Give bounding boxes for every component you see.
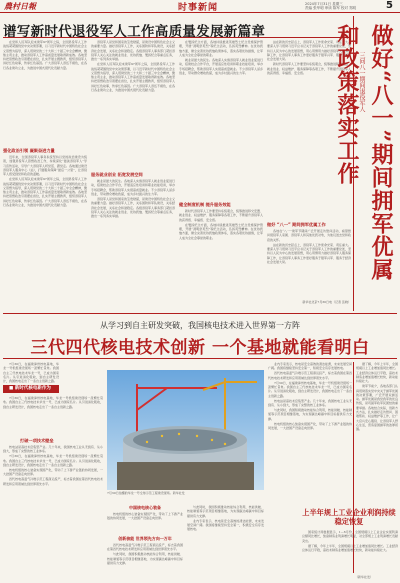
nuclear-red-label: ■ 新时代核电新作为 (3, 385, 59, 393)
byline: 新华社北京7月30日电（记者 张晓） (302, 300, 351, 304)
nuclear-column-2b: 四代核电高温气冷堆示范工程商运投产，标志着我国在第四代核电技术研发和应用领域达到世界领先水平。 与此同时，我国积极推动核能综合利用，核能供暖、核能制氢等示范项目相继落地，为实现碳达峰碳中和目标提供有力支撑。 (107, 543, 183, 565)
lead-column-3b: 新时代退役军人工作要坚持系统观念，统筹推进移交安置、就业创业、权益维护、服务保障等各项工作，不断提升退役军人的获得感、幸福感、安全感。 在褒扬纪念方面，各地持续推进英雄烈士纪念设施保护管理，开展“清明祭英烈”等纪念活动，弘扬英烈精神。在优待抚恤方面，健全完善优待抚恤政策体系，落实各项优待措施，让军人成为全社会尊崇的职业。 (179, 209, 263, 240)
nuclear-column-2: 核电机组的核心装备实现国产化，带动了上下游产业链的协同发展，一大批国产设备走向世界。 (107, 512, 183, 521)
lead-column-1: 在党和人民军队迎来建军97周年之际，全国退役军人工作战线紧紧围绕党中央决策部署，以习近平新时代中国特色社会主义思想为指导，深入贯彻党的二十大和二十届三中全会精神，聚焦主责主业，推动退役军人工作高质量发展取得新成效。各地坚持把思想政治引领摆在首位，扎实开展主题教育，组织退役军人讲好红色故事，传承红色基因。广大退役军人退伍不褪色，在各行各业建功立业，为推进中国式现代化贡献力量。 (3, 40, 87, 70)
nuclear-subhead-1: 打破一项技术壁垒 (20, 438, 54, 443)
lead-column-1b: 近年来，全国退役军人事务系统坚持以党的政治建设为统领，加强退役军人思想政治工作，持续深化“最美退役军人”学习宣传活动，引导广大退役军人听党话、跟党走。各地通过建设退役军人服务中心（站），打通服务保障“最后一公里”，让退役军人感受到党和政府的温暖。 在党和人民军队迎来建军97周年之际，全国退役军人工作战线紧紧围绕党中央决策部署，以习近平新时代中国特色社会主义思想为指导，深入贯彻党的二十大和二十届三中全会精神，聚焦主责主业，推动退役军人工作高质量发展取得新成效。各地坚持把思想政治引领摆在首位，扎实开展主题教育，组织退役军人讲好红色故事，传承红色基因。广大退役军人退伍不褪色，在各行各业建功立业，为推进中国式现代化贡献力量。 (3, 155, 87, 208)
nuclear-headline: 三代四代核电技术创新 一个基地就能看明白 (30, 338, 370, 358)
masthead (0, 0, 400, 13)
nuclear-column-1: 7月30日，在福建漳州核电基地，华龙一号机组建设现场一派繁忙景象。我国自主三代核电技术华龙一号，已成为国家名片。从引进消化吸收，到自主研发设计，我国核电走出了一条自主创新之路。 (3, 396, 103, 409)
side-column: 据了解，今年上半年，全国规模以上工业增加值同比增长。工业经济总体运行平稳，高技术制造业增加值增长较快，新动能持续壮大。 建军节前夕，各地各部门认真贯彻落实党中央关于拥军优属的决策部署，广泛开展双拥活动。拥军优属是我党我军的优良传统，是巩固军政军民团结的重要举措。各地结合实际，创新方式方法，扎实做好走访慰问、困难帮扶、权益维护等工作，让广大官兵安心服役、让退役军人舒心生活，营造爱国拥军的浓厚氛围。 (356, 362, 398, 432)
date: 2024年7月31日 星期三 (305, 2, 343, 6)
nuclear-construction-photo (107, 370, 264, 490)
lead-column-4: 站在新的历史起点上，退役军人工作使命光荣、责任重大。要深入学习贯彻习近平总书记关于退役军人工作的重要论述，坚持以人民为中心的发展思想，用心用情用力做好退役军人服务保障工作，让退役军人事务工作更好服务于强军兴军、服务于经济社会发展大局。 新时代退役军人工作要坚持系统观念，统筹推进移交安置、就业创业、权益维护、服务保障等各项工作，不断提升退役军人的获得感、幸福感、安全感。 (267, 40, 351, 75)
section-divider (3, 313, 397, 314)
commentary-title: 做好“八一”期间拥军优属和政策落实工作 (334, 24, 394, 282)
lead-subhead-4: 做好 “八一” 期间拥军优属工作 (267, 222, 326, 227)
divider (3, 358, 397, 359)
lead-headline: 谱写新时代退役军人工作高质量发展新篇章 (3, 24, 266, 40)
construction-site-image (107, 370, 264, 490)
nuclear-column-1b: 核电站是高技术密集型产业。几十年来，我国核电工业从无到有、从小到大，形成了完整的核工业体系。 7月30日，在福建漳州核电基地，华龙一号机组建设现场一派繁忙景象。我国自主三代核电技术华龙一号，已成为国家名片。从引进消化吸收，到自主研发设计，我国核电走出了一条自主创新之路。 核电机组的核心装备实现国产化，带动了上下游产业链的协同发展，一大批国产设备走向世界。 四代核电高温气冷堆示范工程商运投产，标志着我国在第四代核电技术研发和应用领域达到世界领先水平。 (3, 445, 103, 486)
side-headline: 上半年规上工业企业利润持续稳定恢复 (302, 508, 396, 526)
lead-subhead-1: 强化政治引领 凝聚奋进力量 (3, 148, 55, 153)
nuclear-kicker: 从学习到自主研发突破，我国核电技术进入世界第一方阵 (100, 321, 300, 330)
photo-caption: 7月30日拍摄的华龙一号全球示范工程建设现场。新华社发 (107, 491, 185, 495)
newspaper-logo: 農村日報 (4, 1, 36, 11)
lead-column-3: 在褒扬纪念方面，各地持续推进英雄烈士纪念设施保护管理，开展“清明祭英烈”等纪念活动，弘扬英烈精神。在优待抚恤方面，健全完善优待抚恤政策体系，落实各项优待措施，让军人成为全社会尊崇的职业。 就业是最大的民生。各地深入实施退役军人就业创业促进行动，搭建校企合作平台，开展适应性培训和职业技能培训，举办专场招聘会，帮助退役军人实现高质量就业。不少退役军人返乡创业，带动群众增收致富，成为乡村振兴的生力军。 (179, 40, 263, 75)
lead-subhead-3: 健全制度机制 提升服务效能 (179, 202, 231, 207)
footer-credit: （新华社发） (355, 575, 374, 579)
lead-column-2b: 就业是最大的民生。各地深入实施退役军人就业创业促进行动，搭建校企合作平台，开展适应性培训和职业技能培训，举办专场招聘会，帮助退役军人实现高质量就业。不少退役军人返乡创业，带动群众增收致富，成为乡村振兴的生力军。 退役军人是党和国家的宝贵财富，是建设中国特色社会主义的重要力量。做好退役军人工作，关系国防和军队建设，关系经济社会发展，关系社会和谐稳定。各级退役军人事务部门紧扣退役军人关心关注的就业创业、优待抚恤、褒扬纪念等重点任务，推出一系列务实举措。 (91, 179, 175, 219)
lead-column-2: 退役军人是党和国家的宝贵财富，是建设中国特色社会主义的重要力量。做好退役军人工作，关系国防和军队建设，关系经济社会发展，关系社会和谐稳定。各级退役军人事务部门紧扣退役军人关心关注的就业创业、优待抚恤、褒扬纪念等重点任务，推出一系列务实举措。 在党和人民军队迎来建军97周年之际，全国退役军人工作战线紧紧围绕党中央决策部署，以习近平新时代中国特色社会主义思想为指导，深入贯彻党的二十大和二十届三中全会精神，聚焦主责主业，推动退役军人工作高质量发展取得新成效。各地坚持把思想政治引领摆在首位，扎实开展主题教育，组织退役军人讲好红色故事，传承红色基因。广大退役军人退伍不褪色，在各行各业建功立业，为推进中国式现代化贡献力量。 (91, 40, 175, 93)
lead-subhead-2: 服务就业创业 拓宽发展空间 (91, 172, 143, 177)
divider (3, 37, 351, 38)
nuclear-subhead-2: 中国核电核心装备 (129, 505, 161, 510)
lead-column-4b: 各地在“八一”建军节期间广泛开展走访慰问活动，看望慰问现役军人家属、退役军人和其他优抚对象，为他们送去党和政府的关怀。 站在新的历史起点上，退役军人工作使命光荣、责任重大。要深入学习贯彻习近平总书记关于退役军人工作的重要论述，坚持以人民为中心的发展思想，用心用情用力做好退役军人服务保障工作，让退役军人事务工作更好服务于强军兴军、服务于经济社会发展大局。 (267, 229, 351, 264)
section-title: 时事新闻 (178, 3, 219, 13)
page-number: 5 (386, 0, 393, 11)
nuclear-column-4: 业内专家表示，核电是安全高效的清洁能源，未来发展空间广阔。我国将继续坚持安全第一，积极安全有序发展核电。 四代核电高温气冷堆示范工程商运投产，标志着我国在第四代核电技术研发和应用领域达到世界领先水平。 7月30日，在福建漳州核电基地，华龙一号机组建设现场一派繁忙景象。我国自主三代核电技术华龙一号，已成为国家名片。从引进消化吸收，到自主研发设计，我国核电走出了一条自主创新之路。 核电站是高技术密集型产业。几十年来，我国核电工业从无到有、从小到大，形成了完整的核工业体系。 与此同时，我国积极推动核能综合利用，核能供暖、核能制氢等示范项目相继落地，为实现碳达峰碳中和目标提供有力支撑。 核电机组的核心装备实现国产化，带动了上下游产业链的协同发展，一大批国产设备走向世界。 (268, 362, 352, 431)
nuclear-subhead-3: 创新核能 世界领先方向一万年 (118, 536, 172, 541)
editors: 责编 张华明 审读 陈军 校对 郑明 (305, 6, 357, 10)
dateline (305, 2, 356, 10)
nuclear-column-1-top: 7月30日，在福建漳州核电基地，华龙一号机组建设现场一派繁忙景象。我国自主三代核电技术华龙一号，已成为国家名片。从引进消化吸收，到自主研发设计，我国核电走出了一条自主创新之路。 (3, 362, 59, 384)
nuclear-column-3: 与此同时，我国积极推动核能综合利用，核能供暖、核能制氢等示范项目相继落地，为实现碳达峰碳中和目标提供有力支撑。 业内专家表示，核电是安全高效的清洁能源，未来发展空间广阔。我国将继续坚持安全第一，积极安全有序发展核电。 (187, 505, 264, 532)
side-column-b: 国家统计局数据显示，1—6月份，全国规模以上工业企业实现利润总额同比增长，装备制造业利润增长明显，对全部规上工业利润增长贡献突出。 据了解，今年上半年，全国规模以上工业增加值同比增长。工业经济总体运行平稳，高技术制造业增加值增长较快，新动能持续壮大。 (302, 530, 398, 552)
commentary-subtitle: 三问八一期间退役军人 (358, 52, 365, 112)
